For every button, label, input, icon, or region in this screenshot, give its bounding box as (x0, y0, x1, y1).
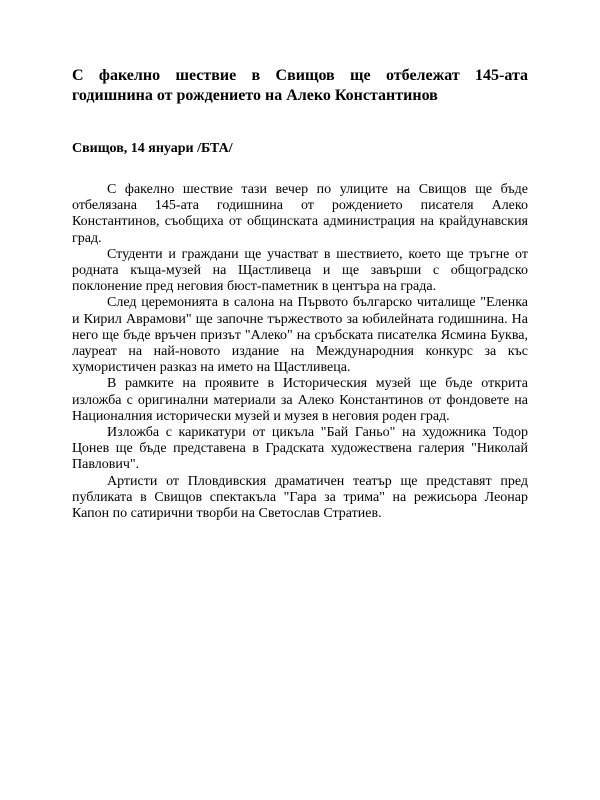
article-dateline: Свищов, 14 януари /БТА/ (72, 141, 233, 156)
article-paragraph: С факелно шествие тази вечер по улиците на Свищов ще бъде отбелязана 145-ата годишнина от рождението писателя Алеко Константинов, съобщиха от общинската администрация на крайдунавския град. (72, 182, 528, 246)
article-paragraph: След церемонията в салона на Първото българско читалище "Еленка и Кирил Аврамови" ще започне тържеството за юбилейната годишнина. На него ще бъде връчен призът "Алеко" на сръбската писателка Ясмина Буква, лауреат на най-новото издание на Международния конкурс за къс хумористичен разказ на името на Щастливеца. (72, 295, 528, 376)
article-headline: С факелно шествие в Свищов ще отбележат 145-ата годишнина от рождението на Алеко Константинов (72, 67, 528, 104)
article-paragraph: В рамките на проявите в Историческия музей ще бъде открита изложба с оригинални материали за Алеко Константинов от фондовете на Националния исторически музей и музея в неговия роден град. (72, 376, 528, 424)
article-paragraph: Студенти и граждани ще участват в шествието, което ще тръгне от родната къща-музей на Щастливеца и ще завърши с общоградско поклонение пред неговия бюст-паметник в центъра на града. (72, 246, 528, 295)
article-paragraph: Изложба с карикатури от цикъла "Бай Ганьо" на художника Тодор Цонев ще бъде представена в Градската художествена галерия "Николай Павлович". (72, 425, 528, 473)
article (72, 66, 528, 522)
article-paragraph: Артисти от Пловдивския драматичен театър ще представят пред публиката в Свищов спектакъла "Гара за трима" на режисьора Леонар Капон по сатирични творби на Светослав Стратиев. (72, 473, 528, 522)
article-body (72, 182, 528, 522)
